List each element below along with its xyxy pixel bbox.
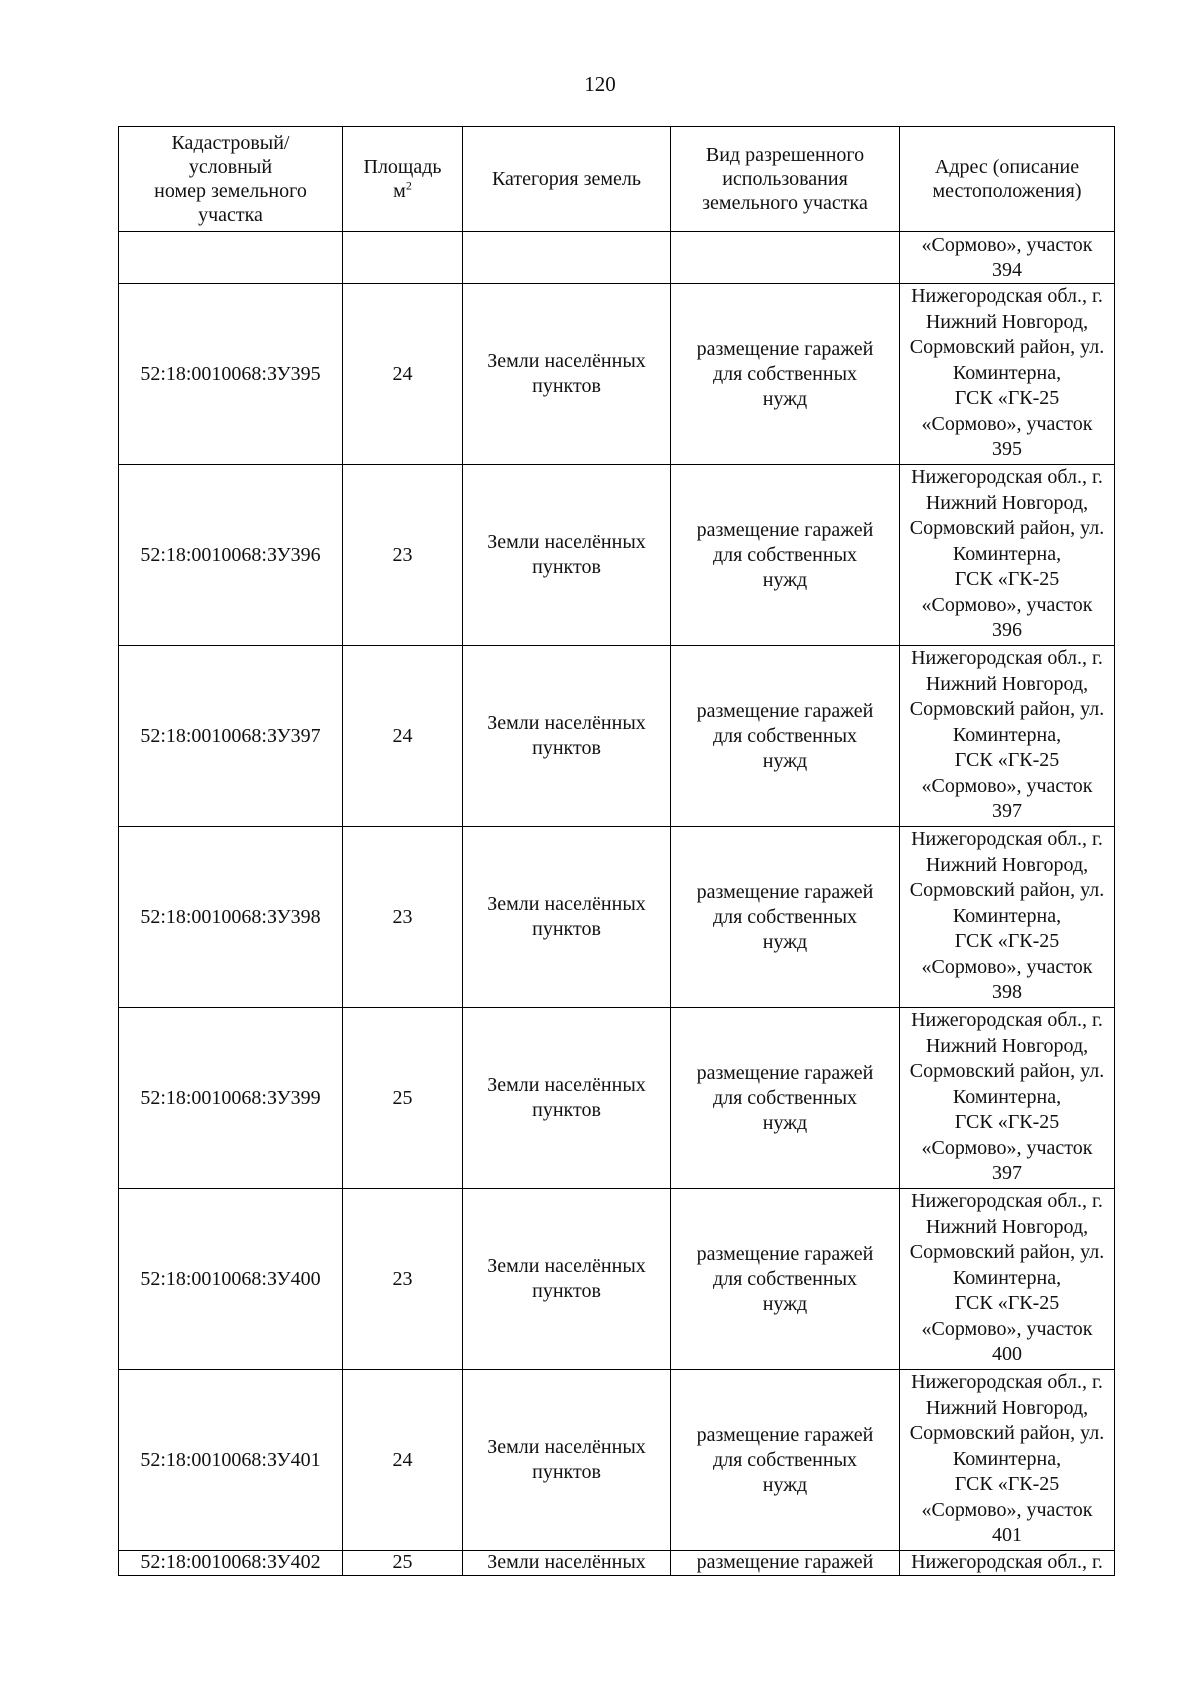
address-line: Сормовский район, ул. bbox=[909, 1060, 1105, 1082]
use-line: для собственных bbox=[712, 1448, 858, 1471]
address-line: Сормовский район, ул. bbox=[909, 879, 1105, 901]
address-line: Нижегородская обл., г. bbox=[911, 1009, 1103, 1031]
continuation-row bbox=[119, 232, 1115, 284]
use-line: нужд bbox=[762, 387, 808, 410]
cell-category bbox=[463, 827, 671, 1008]
header-cadastral-line: номер земельного bbox=[154, 180, 307, 202]
address-line: «Сормово», участок bbox=[921, 1136, 1093, 1159]
address-line: Коминтерна, bbox=[952, 1085, 1062, 1108]
use-line: для собственных bbox=[712, 724, 858, 747]
use-line: для собственных bbox=[712, 543, 858, 566]
header-cadastral-line: Кадастровый/ bbox=[171, 132, 290, 154]
cell-use bbox=[671, 284, 900, 465]
table-row bbox=[119, 646, 1115, 827]
page-number: 120 bbox=[584, 72, 616, 96]
cell-cadastral: 52:18:0010068:ЗУ400 bbox=[119, 1189, 343, 1370]
address-line: «Сормово», участок bbox=[921, 1317, 1093, 1340]
use-line: нужд bbox=[762, 1111, 808, 1134]
use-line: для собственных bbox=[712, 1267, 858, 1290]
address-line: 397 bbox=[992, 800, 1022, 822]
header-area bbox=[343, 127, 463, 232]
cell-area bbox=[343, 232, 463, 284]
header-address bbox=[900, 127, 1115, 232]
header-address-line: местоположения) bbox=[932, 180, 1082, 202]
cell-use bbox=[671, 1370, 900, 1551]
header-cadastral-line: условный bbox=[188, 156, 273, 178]
use-line: для собственных bbox=[712, 362, 858, 385]
header-use-line: использования bbox=[722, 168, 848, 190]
category-line: пунктов bbox=[532, 1461, 601, 1483]
cell-area: 25 bbox=[343, 1008, 463, 1189]
address-line: Нижегородская обл., г. bbox=[911, 828, 1103, 850]
use-line: размещение гаражей bbox=[696, 1242, 874, 1265]
cell-use bbox=[671, 232, 900, 284]
table-row bbox=[119, 465, 1115, 646]
cell-address bbox=[900, 465, 1115, 646]
address-line: Коминтерна, bbox=[952, 904, 1062, 927]
cell-address bbox=[900, 232, 1115, 284]
address-line: Сормовский район, ул. bbox=[909, 336, 1105, 358]
cell-address bbox=[900, 1008, 1115, 1189]
header-cadastral bbox=[119, 127, 343, 232]
address-line: Коминтерна, bbox=[952, 361, 1062, 384]
header-area-unit bbox=[344, 179, 461, 203]
cell-use bbox=[671, 827, 900, 1008]
category-line: Земли населённых bbox=[487, 350, 646, 372]
address-line: Нижний Новгород, bbox=[925, 1034, 1089, 1057]
cell-category bbox=[463, 1189, 671, 1370]
use-line: нужд bbox=[762, 1473, 808, 1496]
address-line: Нижний Новгород, bbox=[925, 1396, 1089, 1419]
category-line: Земли населённых bbox=[487, 1255, 646, 1277]
address-line: Нижний Новгород, bbox=[925, 491, 1089, 514]
address-line: Коминтерна, bbox=[952, 1447, 1062, 1470]
address-line: Сормовский район, ул. bbox=[909, 698, 1105, 720]
use-line: размещение гаражей bbox=[696, 1423, 874, 1446]
address-line: «Сормово», участок bbox=[921, 955, 1093, 978]
use-line: нужд bbox=[762, 749, 808, 772]
land-plot-table bbox=[118, 126, 1115, 1576]
cell-category bbox=[463, 284, 671, 465]
address-line: Нижний Новгород, bbox=[925, 310, 1089, 333]
address-line: ГСК «ГК-25 bbox=[954, 387, 1060, 409]
category-line: пунктов bbox=[532, 1280, 601, 1302]
table-row bbox=[119, 1189, 1115, 1370]
table-row bbox=[119, 1370, 1115, 1551]
use-line: размещение гаражей bbox=[696, 337, 874, 360]
category-line: пунктов bbox=[532, 375, 601, 397]
cell-cadastral: 52:18:0010068:ЗУ399 bbox=[119, 1008, 343, 1189]
cell-area: 23 bbox=[343, 827, 463, 1008]
cell-category bbox=[463, 1008, 671, 1189]
address-line: «Сормово», участок bbox=[921, 774, 1093, 797]
use-line: нужд bbox=[762, 1292, 808, 1315]
address-line: Нижегородская обл., г. bbox=[911, 285, 1103, 307]
use-line: для собственных bbox=[712, 1086, 858, 1109]
address-line: Сормовский район, ул. bbox=[909, 1422, 1105, 1444]
header-use-line: земельного участка bbox=[702, 192, 868, 214]
use-line: для собственных bbox=[712, 905, 858, 928]
address-line: ГСК «ГК-25 bbox=[954, 930, 1060, 952]
address-line: Нижегородская обл., г. bbox=[911, 466, 1103, 488]
category-line: Земли населённых bbox=[487, 893, 646, 915]
address-line: 401 bbox=[992, 1524, 1022, 1546]
header-area-unit-sup: 2 bbox=[405, 178, 412, 193]
cell-cadastral bbox=[119, 232, 343, 284]
header-address-line: Адрес (описание bbox=[934, 156, 1080, 178]
cell-cadastral: 52:18:0010068:ЗУ395 bbox=[119, 284, 343, 465]
address-line: 400 bbox=[992, 1343, 1022, 1365]
address-line: Коминтерна, bbox=[952, 1266, 1062, 1289]
address-line: 394 bbox=[992, 259, 1022, 281]
address-line: ГСК «ГК-25 bbox=[954, 1111, 1060, 1133]
cell-area: 24 bbox=[343, 646, 463, 827]
category-line: Земли населённых bbox=[487, 1074, 646, 1096]
category-line: пунктов bbox=[532, 737, 601, 759]
address-line: Нижегородская обл., г. bbox=[911, 647, 1103, 669]
cell-address bbox=[900, 284, 1115, 465]
category-line: Земли населённых bbox=[487, 1436, 646, 1458]
address-line: ГСК «ГК-25 bbox=[954, 1292, 1060, 1314]
header-category: Категория земель bbox=[463, 127, 671, 232]
cell-category bbox=[463, 232, 671, 284]
use-line: размещение гаражей bbox=[696, 1061, 874, 1084]
address-line: ГСК «ГК-25 bbox=[954, 568, 1060, 590]
cell-address bbox=[900, 646, 1115, 827]
header-area-unit-text: м bbox=[393, 180, 406, 202]
header-cadastral-line: участка bbox=[198, 204, 263, 226]
address-line: «Сормово», участок bbox=[921, 412, 1093, 435]
cell-category: Земли населённых bbox=[463, 1551, 671, 1576]
table-row bbox=[119, 284, 1115, 465]
table-row bbox=[119, 827, 1115, 1008]
use-line: размещение гаражей bbox=[696, 518, 874, 541]
address-line: 398 bbox=[992, 981, 1022, 1003]
address-line: «Сормово», участок bbox=[921, 593, 1093, 616]
cell-area: 25 bbox=[343, 1551, 463, 1576]
cell-area: 24 bbox=[343, 1370, 463, 1551]
address-line: Нижний Новгород, bbox=[925, 853, 1089, 876]
cell-address bbox=[900, 827, 1115, 1008]
cell-cadastral: 52:18:0010068:ЗУ402 bbox=[119, 1551, 343, 1576]
category-line: пунктов bbox=[532, 918, 601, 940]
address-line: «Сормово», участок bbox=[921, 234, 1093, 256]
address-line: ГСК «ГК-25 bbox=[954, 1473, 1060, 1495]
address-line: Нижегородская обл., г. bbox=[911, 1190, 1103, 1212]
address-line: «Сормово», участок bbox=[921, 1498, 1093, 1521]
header-use bbox=[671, 127, 900, 232]
address-line: Нижегородская обл., г. bbox=[911, 1371, 1103, 1393]
table-row bbox=[119, 1008, 1115, 1189]
category-line: Земли населённых bbox=[487, 531, 646, 553]
cell-category bbox=[463, 465, 671, 646]
cell-address: Нижегородская обл., г. bbox=[900, 1551, 1115, 1576]
use-line: размещение гаражей bbox=[696, 880, 874, 903]
cell-use: размещение гаражей bbox=[671, 1551, 900, 1576]
cell-cadastral: 52:18:0010068:ЗУ401 bbox=[119, 1370, 343, 1551]
cell-cadastral: 52:18:0010068:ЗУ398 bbox=[119, 827, 343, 1008]
cell-use bbox=[671, 1008, 900, 1189]
use-line: нужд bbox=[762, 568, 808, 591]
address-line: 395 bbox=[992, 438, 1022, 460]
cell-area: 23 bbox=[343, 1189, 463, 1370]
address-line: 396 bbox=[992, 619, 1022, 641]
address-line: Нижний Новгород, bbox=[925, 672, 1089, 695]
header-use-line: Вид разрешенного bbox=[705, 144, 865, 166]
address-line: Сормовский район, ул. bbox=[909, 517, 1105, 539]
cell-use bbox=[671, 646, 900, 827]
cell-address bbox=[900, 1189, 1115, 1370]
cell-use bbox=[671, 465, 900, 646]
cell-category bbox=[463, 1370, 671, 1551]
header-area-label: Площадь bbox=[363, 156, 442, 178]
cell-address bbox=[900, 1370, 1115, 1551]
address-line: 397 bbox=[992, 1162, 1022, 1184]
use-line: нужд bbox=[762, 930, 808, 953]
category-line: Земли населённых bbox=[487, 712, 646, 734]
address-line: Сормовский район, ул. bbox=[909, 1241, 1105, 1263]
address-line: Коминтерна, bbox=[952, 542, 1062, 565]
cell-use bbox=[671, 1189, 900, 1370]
cell-area: 24 bbox=[343, 284, 463, 465]
cell-category bbox=[463, 646, 671, 827]
address-line: Нижний Новгород, bbox=[925, 1215, 1089, 1238]
address-line: ГСК «ГК-25 bbox=[954, 749, 1060, 771]
table-row bbox=[119, 1551, 1115, 1576]
category-line: пунктов bbox=[532, 556, 601, 578]
cell-cadastral: 52:18:0010068:ЗУ396 bbox=[119, 465, 343, 646]
cell-cadastral: 52:18:0010068:ЗУ397 bbox=[119, 646, 343, 827]
cell-area: 23 bbox=[343, 465, 463, 646]
table-header-row bbox=[119, 127, 1115, 232]
address-line: Коминтерна, bbox=[952, 723, 1062, 746]
category-line: пунктов bbox=[532, 1099, 601, 1121]
use-line: размещение гаражей bbox=[696, 699, 874, 722]
